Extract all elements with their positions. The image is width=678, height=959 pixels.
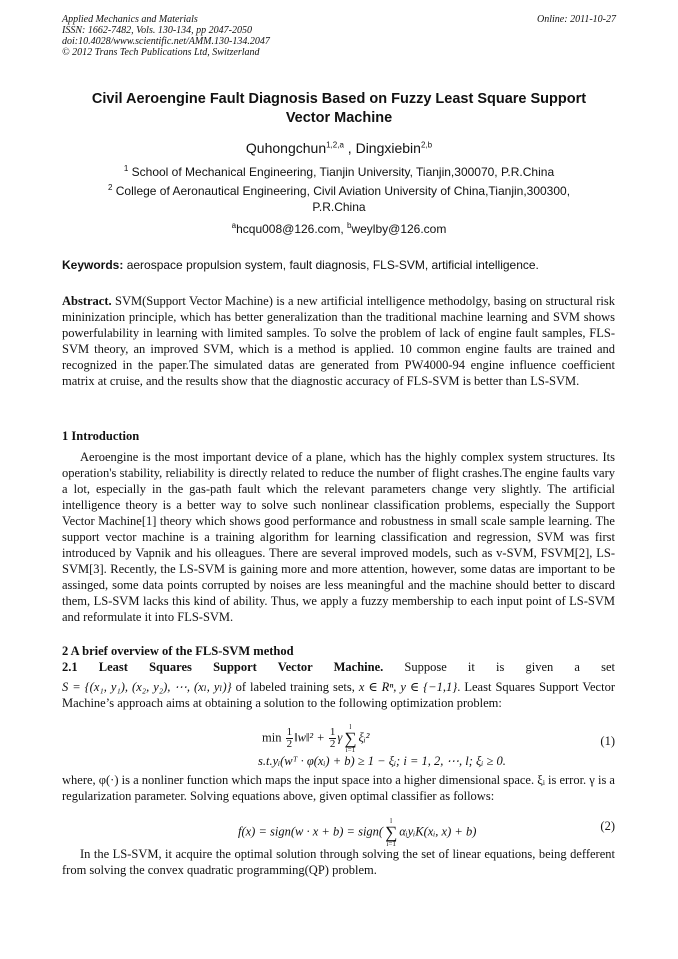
- keywords: [62, 257, 616, 273]
- email-b: weylby@126.com: [351, 222, 447, 236]
- input-space-expression: x ∈ Rⁿ, y ∈ {−1,1}: [358, 680, 458, 694]
- abstract-text: SVM(Support Vector Machine) is a new artificial intelligence methodolgy, basing on structural risk mininization principle, which has better generalization than the traditional machine learning and SVM shows powerfulability in learning with limited samples. To solve the problem of lack of engine fault samples, FLS-SVM theory, an improved SVM, which is a method is applied. 10 common engine faults are trained and recognized in the paper.The simulated datas are generated from PW4000-94 engine influence coefficient matrix at cruise, and the results show that the diagnostic accuracy of FLS-SVM is better than LS-SVM.: [62, 294, 615, 388]
- section-1-heading: 1 Introduction: [62, 429, 140, 443]
- eq1-frac-den-2: 2: [329, 738, 336, 750]
- affiliation-2-line-2: P.R.China: [312, 200, 366, 214]
- author-1: Quhongchun: [245, 140, 327, 156]
- eq2-sum-bottom: i=1: [386, 840, 396, 848]
- subsection-text-b: of labeled training sets,: [231, 680, 359, 694]
- author-1-affiliation: 1,2,a: [326, 140, 344, 150]
- doi-line: doi:10.4028/www.scientific.net/AMM.130-134.2047: [62, 36, 270, 47]
- closing-paragraph: [62, 846, 615, 878]
- eq1-gamma: γ: [337, 730, 343, 745]
- journal-header: [62, 14, 616, 58]
- eq1-min: min: [262, 730, 282, 745]
- affiliation-2-marker: 2: [107, 183, 113, 192]
- email-a-marker: a: [231, 221, 237, 230]
- author-emails: [62, 221, 616, 237]
- equation-1-objective: [262, 723, 370, 754]
- keywords-text: aerospace propulsion system, fault diagnosis, FLS-SVM, artificial intelligence.: [123, 258, 539, 272]
- affiliation-1-marker: 1: [123, 164, 129, 173]
- eq2-sum-top: l: [390, 817, 393, 825]
- affiliation-2-line-1: College of Aeronautical Engineering, Civil Aviation University of China,Tianjin,300300,: [115, 184, 571, 198]
- equation-2: [238, 817, 476, 848]
- author-list: [62, 139, 616, 157]
- email-b-marker: b: [347, 221, 352, 230]
- eq1-sum-bottom: i=1: [345, 746, 356, 754]
- where-text: where, φ(·) is a nonliner function which maps the input space into a higher dimensional space. ξᵢ is error. γ is a regularization parameter. Solving equations above, given optimal classifier as follows:: [62, 773, 615, 803]
- eq1-plus: +: [313, 730, 328, 745]
- title-line-1: Civil Aeroengine Fault Diagnosis Based on Fuzzy Least Square Support: [91, 91, 587, 107]
- author-2: Dingxiebin: [355, 140, 421, 156]
- keywords-label: Keywords:: [62, 258, 124, 272]
- eq2-right: αᵢyᵢK(xᵢ, x) + b): [399, 824, 477, 839]
- equation-1-number: (1): [600, 734, 615, 748]
- affiliation-1-text: School of Mechanical Engineering, Tianjin University, Tianjin,300070, P.R.China: [131, 165, 555, 179]
- eq1-sum-top: l: [349, 723, 352, 731]
- eq2-sum-sign: l ∑ i=1: [385, 817, 398, 848]
- subsection-text-a: Suppose it is given a set: [383, 660, 615, 674]
- section-2-1-paragraph: [62, 659, 615, 711]
- eq1-frac-den-1: 2: [286, 738, 293, 750]
- introduction-paragraph: Aeroengine is the most important device of a plane, which has the highly complex system structures. Its operation's stability, reliability is directly related to reduce the number of flight crashes.The engine faults vary a lot, especially in the gas-path fault which the relevant parameters change very slightly. The artificial intelligence theory is a better way to solve such nonlinear classification problems, especially the Support Vector Machine[1] theory which shows good performance and robustness in small scale sample learning. The support vector machine is a training algorithm for learning classification and regression, SVM was first introduced by Vapnik and his olleagues. There are several improved models, such as v-SVM, FSVM[2], LS-SVM[3]. Recently, the LS-SVM is gaining more and more attention, however, some datas are important to be assinged, some data points corrupted by noises are less meaningful and the machine should better to discard them, LS-SVM lacks this kind of ability. Thus, we apply a fuzzy membership to each input point of LS-SVM and reformulate it into FLS-SVM.: [62, 450, 615, 624]
- online-date: Online: 2011-10-27: [537, 14, 616, 25]
- subsection-text-c: . Least Squares Support Vector Machine’s approach aims at obtaining a solution to the following optimization problem:: [62, 680, 615, 710]
- affiliation-2: [62, 183, 616, 215]
- where-paragraph: [62, 772, 615, 804]
- copyright-line: © 2012 Trans Tech Publications Ltd, Switzerland: [62, 47, 260, 58]
- author-2-affiliation: 2,b: [420, 140, 433, 150]
- closing-text: In the LS-SVM, it acquire the optimal solution through solving the set of linear equations, being defferent from solving the convex quadratic programming(QP) problem.: [62, 847, 615, 877]
- title-line-2: Vector Machine: [285, 110, 393, 126]
- equation-2-number: (2): [600, 819, 615, 833]
- issn-line: ISSN: 1662-7482, Vols. 130-134, pp 2047-2050: [62, 25, 252, 36]
- eq1-xi-squared: ξᵢ²: [358, 730, 370, 745]
- eq1-frac-num-1: 1: [286, 726, 293, 738]
- section-1-body: [62, 449, 615, 625]
- eq1-norm-w: ‖w‖²: [294, 730, 314, 745]
- subsection-label: 2.1 Least Squares Support Vector Machine.: [62, 660, 384, 674]
- email-a: hcqu008@126.com,: [236, 222, 348, 236]
- affiliation-1: [62, 164, 616, 180]
- abstract-label: Abstract.: [62, 294, 112, 308]
- section-2-heading: 2 A brief overview of the FLS-SVM method: [62, 644, 294, 658]
- journal-name: Applied Mechanics and Materials: [62, 14, 198, 25]
- author-separator: ,: [343, 140, 356, 156]
- eq1-frac-num-2: 1: [329, 726, 336, 738]
- abstract: [62, 293, 615, 389]
- training-set-expression: S = {(x₁, y₁), (x₂, y₂), ⋯, (xₗ, yₗ)}: [62, 680, 232, 694]
- eq2-left: f(x) = sign(w · x + b) = sign(: [238, 824, 384, 839]
- eq1-sum-sign: l ∑ i=1: [344, 723, 357, 754]
- paper-title: [62, 90, 616, 128]
- equation-1-constraint: s.t.yᵢ(wᵀ · φ(xᵢ) + b) ≥ 1 − ξᵢ; i = 1, 2, ⋯, l; ξᵢ ≥ 0.: [258, 754, 506, 768]
